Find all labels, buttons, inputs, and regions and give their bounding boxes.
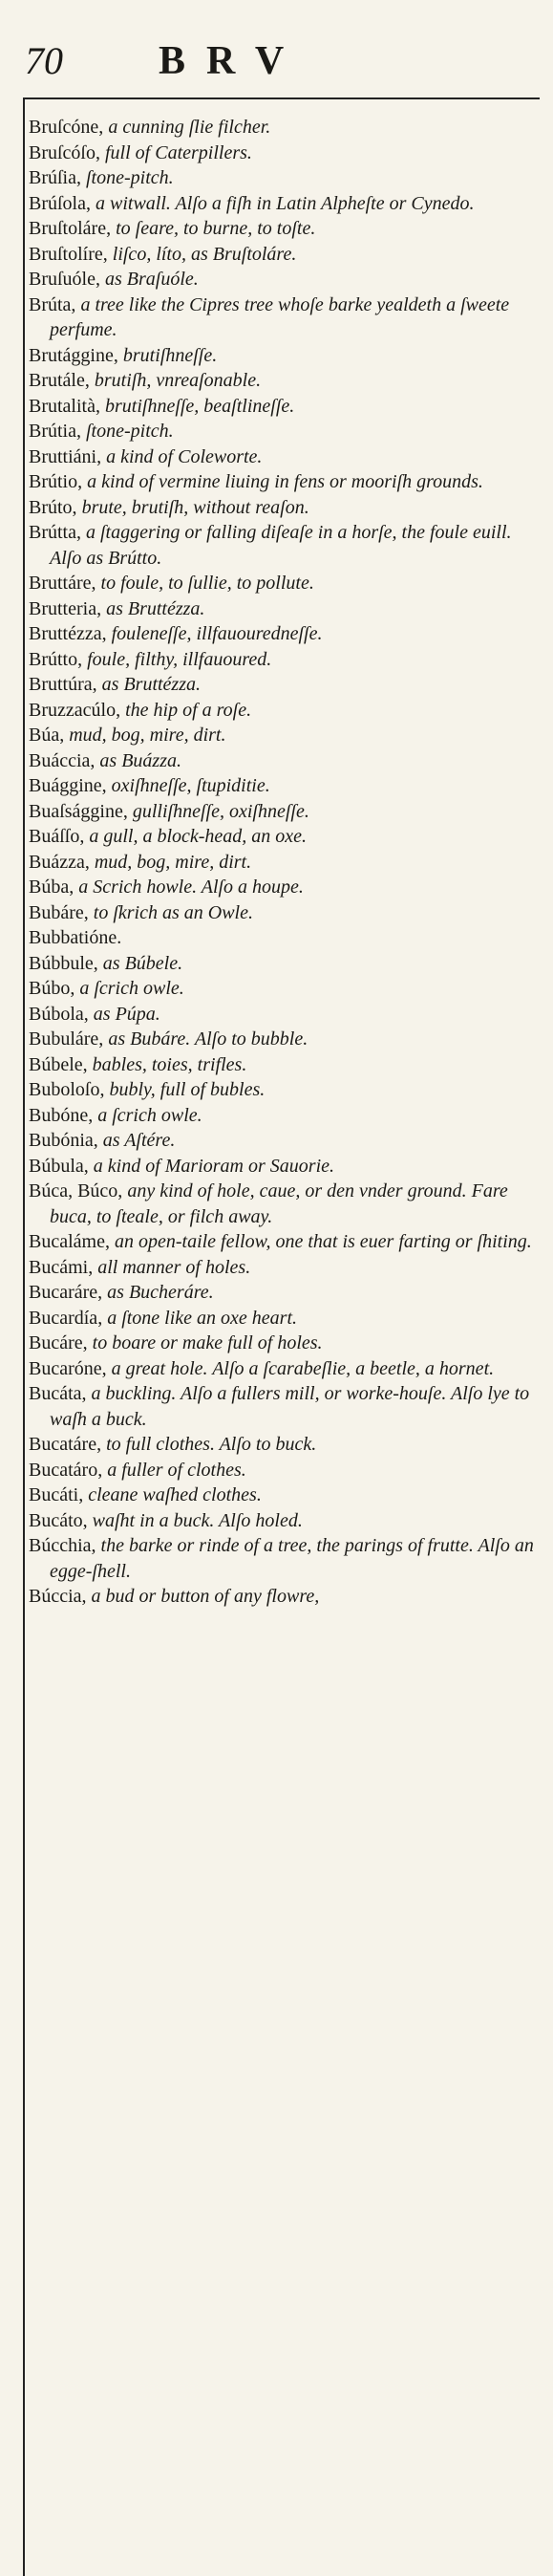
entry-headword: Bruzzacúlo, [29, 699, 121, 721]
dictionary-entry [29, 799, 542, 825]
header-rule [23, 97, 540, 99]
entry-headword: Brútto, [29, 648, 83, 670]
entry-definition: ſtone-pitch. [81, 167, 174, 188]
entry-definition: a cunning ſlie filcher. [103, 117, 271, 138]
dictionary-entry [29, 1381, 542, 1432]
entry-definition: to foule, to ſullie, to pollute. [96, 573, 314, 594]
entry-definition: a buckling. Alſo a fullers mill, or worke-houſe. Alſo lye to waſh a buck. [50, 1383, 530, 1430]
dictionary-entry [29, 1508, 542, 1534]
entry-definition: a kind of Coleworte. [101, 445, 263, 467]
entry-definition: gulliſhneſſe, oxiſhneſſe. [127, 800, 309, 822]
dictionary-entry [29, 1458, 542, 1483]
entry-definition: as Bruttézza. [101, 597, 205, 619]
entry-definition: to boare or make full of holes. [87, 1332, 323, 1353]
entry-headword: Bucáre, [29, 1332, 88, 1353]
entry-definition: to ſeare, to burne, to toſte. [111, 218, 316, 239]
dictionary-entry [29, 1002, 542, 1028]
entry-headword: Buággine, [29, 775, 107, 796]
entry-headword: Brutteria, [29, 597, 102, 619]
entry-headword: Búca, Búco, [29, 1180, 123, 1201]
entry-list [29, 115, 542, 1610]
dictionary-entry [29, 1103, 542, 1129]
entry-headword: Brúſola, [29, 192, 91, 214]
dictionary-entry [29, 1356, 542, 1382]
entry-headword: Buáſſo, [29, 826, 85, 847]
entry-definition: full of Caterpillers. [100, 141, 252, 163]
entry-headword: Búa, [29, 725, 65, 746]
entry-headword: Bucardía, [29, 1307, 103, 1329]
entry-headword: Buáccia, [29, 749, 96, 771]
entry-definition: the hip of a roſe. [120, 699, 252, 721]
dictionary-entry [29, 875, 542, 900]
entry-headword: Bucámi, [29, 1256, 94, 1278]
dictionary-entry [29, 976, 542, 1002]
entry-definition: as Aſtére. [97, 1130, 176, 1151]
entry-definition: as Bubáre. Alſo to bubble. [103, 1028, 308, 1050]
entry-definition: waſht in a buck. Alſo holed. [87, 1509, 303, 1531]
entry-headword: Bucatáre, [29, 1434, 102, 1455]
entry-headword: Bubáre, [29, 901, 89, 923]
entry-definition: a Scrich howle. Alſo a houpe. [74, 877, 304, 898]
dictionary-entry [29, 191, 542, 217]
entry-headword: Bubóne, [29, 1104, 94, 1126]
dictionary-entry [29, 1027, 542, 1052]
entry-headword: Brúſia, [29, 167, 81, 188]
entry-definition: as Braſuóle. [100, 269, 199, 290]
dictionary-entry [29, 1432, 542, 1458]
entry-headword: Búbbule, [29, 952, 98, 974]
entry-definition: a gull, a block-head, an oxe. [84, 826, 308, 847]
entry-definition: a tree like the Cipres tree whoſe barke yealdeth a ſweete perfume. [50, 293, 510, 340]
entry-definition: ſtone-pitch. [81, 421, 174, 442]
dictionary-entry [29, 900, 542, 926]
entry-headword: Búbula, [29, 1155, 89, 1177]
dictionary-entry [29, 1331, 542, 1356]
dictionary-entry [29, 216, 542, 242]
entry-headword: Brutággine, [29, 344, 118, 366]
entry-headword: Bruttúra, [29, 674, 97, 695]
entry-definition: mud, bog, mire, dirt. [89, 851, 252, 873]
entry-headword: Bruttézza, [29, 623, 107, 644]
dictionary-entry [29, 1077, 542, 1103]
entry-headword: Brútta, [29, 522, 81, 543]
entry-definition: foule, filthy, illfauoured. [82, 648, 272, 670]
dictionary-entry [29, 1154, 542, 1180]
entry-headword: Brúto, [29, 496, 77, 518]
entry-headword: Brúta, [29, 293, 76, 315]
entry-headword: Brutále, [29, 370, 90, 391]
entry-headword: Bucáti, [29, 1484, 84, 1505]
entry-headword: Buaſsággine, [29, 800, 128, 822]
entry-definition: brutiſhneſſe. [117, 344, 218, 366]
entry-definition: to ſkrich as an Owle. [88, 901, 253, 923]
dictionary-entry [29, 1483, 542, 1508]
entry-headword: Bruſcóne, [29, 117, 104, 138]
entry-definition: a ſtone like an oxe heart. [102, 1307, 298, 1329]
dictionary-entry [29, 343, 542, 369]
dictionary-entry [29, 1306, 542, 1331]
dictionary-entry [29, 596, 542, 622]
entry-definition: as Buázza. [95, 749, 181, 771]
dictionary-entry [29, 419, 542, 444]
dictionary-entry [29, 773, 542, 799]
entry-headword: Búba, [29, 877, 74, 898]
entry-definition: a witwall. Alſo a fiſh in Latin Alpheſte or Cynedo. [91, 192, 475, 214]
entry-definition: bables, toies, trifles. [87, 1053, 247, 1075]
entry-definition: a great hole. Alſo a ſcarabeſlie, a beetle, a hornet. [106, 1357, 495, 1379]
dictionary-entry [29, 1229, 542, 1255]
entry-definition: as Búbele. [97, 952, 183, 974]
dictionary-entry [29, 165, 542, 191]
entry-definition: the barke or rinde of a tree, the parings of frutte. Alſo an egge-ſhell. [50, 1535, 534, 1582]
entry-definition: bubly, full of bubles. [104, 1079, 266, 1100]
entry-definition: as Bucheráre. [102, 1282, 214, 1303]
entry-headword: Bruſuóle, [29, 269, 100, 290]
dictionary-entry [29, 850, 542, 876]
entry-definition: a ſcrich owle. [74, 978, 184, 999]
dictionary-entry [29, 723, 542, 748]
entry-headword: Brútio, [29, 471, 83, 492]
dictionary-entry [29, 621, 542, 647]
entry-headword: Bucaróne, [29, 1357, 107, 1379]
dictionary-entry [29, 267, 542, 292]
dictionary-entry [29, 748, 542, 774]
entry-headword: Bucaráre, [29, 1282, 103, 1303]
entry-definition: a fuller of clothes. [102, 1459, 246, 1481]
entry-headword: Bucáta, [29, 1383, 87, 1404]
entry-definition: a kind of vermine liuing in fens or mooriſh grounds. [82, 471, 483, 492]
entry-definition: a kind of Marioram or Sauorie. [88, 1155, 334, 1177]
entry-definition: mud, bog, mire, dirt. [64, 725, 226, 746]
entry-headword: Bruſtoláre, [29, 218, 112, 239]
dictionary-entry [29, 115, 542, 141]
entry-definition: liſco, líto, as Bruſtoláre. [107, 243, 297, 265]
entry-headword: Bruſcóſo, [29, 141, 100, 163]
entry-headword: Bucaláme, [29, 1231, 110, 1252]
dictionary-entry [29, 495, 542, 521]
running-head: BRV [159, 39, 306, 83]
page-number: 70 [25, 39, 63, 82]
entry-definition: cleane waſhed clothes. [83, 1484, 262, 1505]
dictionary-entry [29, 469, 542, 495]
dictionary-entry [29, 1533, 542, 1584]
entry-definition: as Bruttézza. [96, 674, 201, 695]
dictionary-entry [29, 520, 542, 571]
dictionary-entry [29, 1179, 542, 1229]
dictionary-entry [29, 141, 542, 166]
entry-headword: Buboloſo, [29, 1079, 105, 1100]
dictionary-entry [29, 1128, 542, 1154]
entry-headword: Búbele, [29, 1053, 88, 1075]
column-rule [23, 97, 25, 2576]
entry-definition: a ſtaggering or falling diſeaſe in a horſe, the foule euill. Alſo as Brútto. [50, 522, 512, 569]
entry-definition: any kind of hole, caue, or den vnder ground. Fare buca, to ſteale, or filch away. [50, 1180, 508, 1227]
entry-definition: brute, brutiſh, without reaſon. [76, 496, 309, 518]
dictionary-entry [29, 1280, 542, 1306]
entry-headword: Búbo, [29, 978, 75, 999]
entry-headword: Bruttáre, [29, 573, 96, 594]
entry-definition: brutiſh, vnreaſonable. [89, 370, 262, 391]
entry-headword: Bucatáro, [29, 1459, 103, 1481]
dictionary-entry [29, 698, 542, 724]
entry-definition: fouleneſſe, illfauouredneſſe. [106, 623, 323, 644]
page-header [25, 23, 536, 83]
entry-headword: Buázza, [29, 851, 90, 873]
entry-headword: Bruttiáni, [29, 445, 102, 467]
entry-definition: all manner of holes. [93, 1256, 251, 1278]
entry-definition: a bud or button of any flowre, [86, 1586, 320, 1607]
entry-headword: Búbola, [29, 1003, 89, 1025]
entry-headword: Búcchia, [29, 1535, 96, 1556]
dictionary-entry [29, 824, 542, 850]
dictionary-entry [29, 951, 542, 977]
entry-headword: Búccia, [29, 1586, 87, 1607]
entry-headword: Brutalità, [29, 395, 100, 417]
entry-definition: an open-taile fellow, one that is euer farting or ſhiting. [109, 1231, 532, 1252]
entry-definition: to full clothes. Alſo to buck. [101, 1434, 317, 1455]
entry-definition: a ſcrich owle. [93, 1104, 202, 1126]
entry-headword: Bubuláre, [29, 1028, 104, 1050]
dictionary-entry [29, 368, 542, 394]
dictionary-entry [29, 394, 542, 420]
dictionary-entry [29, 292, 542, 343]
dictionary-entry [29, 672, 542, 698]
dictionary-entry [29, 242, 542, 268]
dictionary-entry [29, 444, 542, 470]
dictionary-entry [29, 1584, 542, 1610]
entry-headword: Bubbatióne. [29, 927, 122, 948]
dictionary-entry [29, 1255, 542, 1281]
dictionary-entry [29, 571, 542, 596]
dictionary-entry [29, 925, 542, 951]
entry-headword: Bucáto, [29, 1509, 88, 1531]
entry-headword: Bubónia, [29, 1130, 98, 1151]
dictionary-entry [29, 1052, 542, 1078]
entry-headword: Bruſtolíre, [29, 243, 108, 265]
entry-definition: brutiſhneſſe, beaſtlineſſe. [99, 395, 295, 417]
entry-definition: oxiſhneſſe, ſtupiditie. [106, 775, 270, 796]
dictionary-entry [29, 647, 542, 673]
entry-definition: as Púpa. [88, 1003, 160, 1025]
entry-headword: Brútia, [29, 421, 81, 442]
